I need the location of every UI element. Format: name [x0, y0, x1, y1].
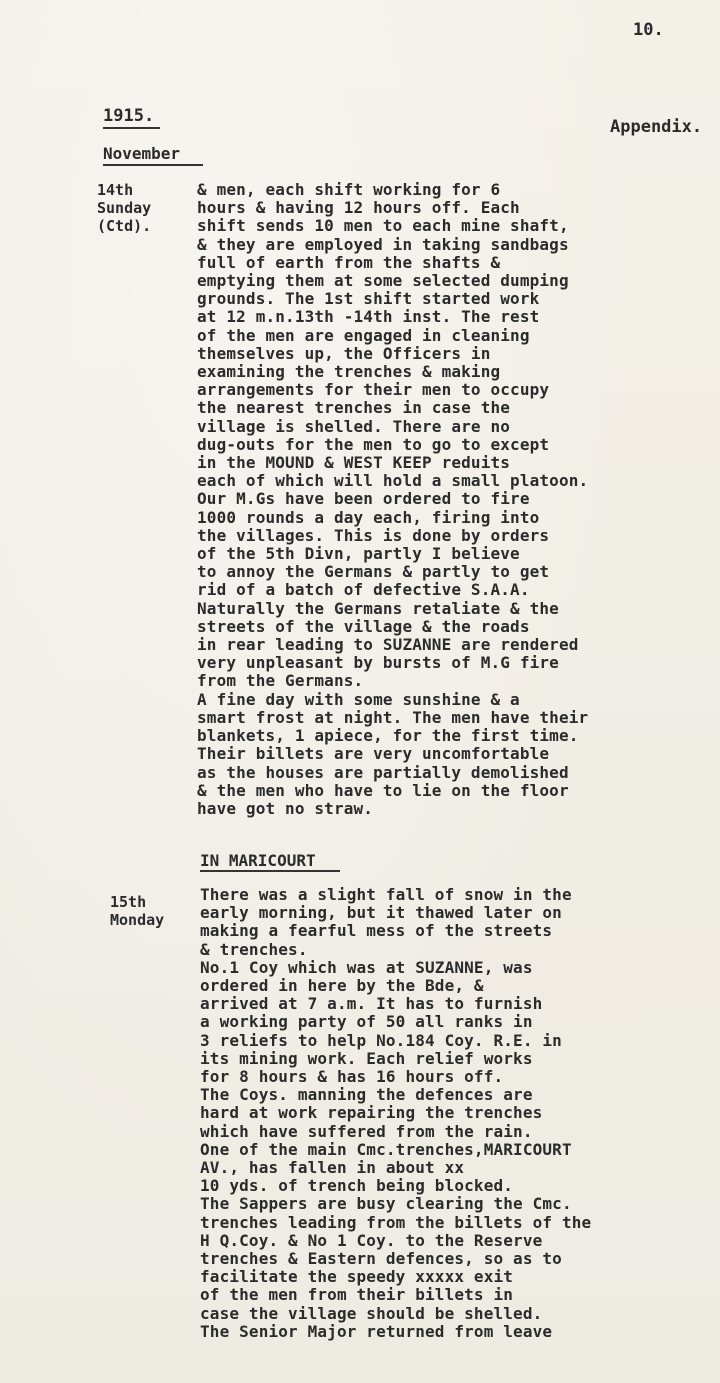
text-line: AV., has fallen in about xx	[200, 1158, 465, 1178]
text-line: & they are employed in taking sandbags	[197, 234, 569, 254]
text-line: The Coys. manning the defences are	[200, 1085, 533, 1105]
text-line: for 8 hours & has 16 hours off.	[200, 1067, 504, 1087]
text-line: at 12 m.n.13th -14th inst. The rest	[197, 307, 540, 327]
entry-text-14th	[197, 181, 588, 818]
text-line: & the men who have to lie on the floor	[197, 780, 569, 800]
text-line: 3 reliefs to help No.184 Coy. R.E. in	[200, 1030, 562, 1050]
text-line: case the village should be shelled.	[200, 1303, 543, 1323]
text-line: arrived at 7 a.m. It has to furnish	[200, 994, 543, 1014]
text-line: in the MOUND & WEST KEEP reduits	[197, 453, 511, 473]
entry-text-15th	[200, 886, 591, 1341]
text-line: from the Germans.	[197, 671, 364, 691]
text-line: & trenches.	[200, 939, 308, 959]
text-line: One of the main Cmc.trenches,MARICOURT	[200, 1139, 572, 1159]
text-line: grounds. The 1st shift started work	[197, 289, 540, 309]
text-line: There was a slight fall of snow in the	[200, 885, 572, 904]
text-line: a working party of 50 all ranks in	[200, 1012, 533, 1032]
text-line: smart frost at night. The men have their	[197, 707, 589, 727]
text-line: streets of the village & the roads	[197, 616, 530, 636]
text-line: which have suffered from the rain.	[200, 1121, 533, 1141]
text-line: its mining work. Each relief works	[200, 1048, 533, 1068]
text-line: each of which will hold a small platoon.	[197, 471, 589, 491]
text-line: arrangements for their men to occupy	[197, 380, 550, 400]
text-line: have got no straw.	[197, 798, 374, 818]
year-heading: 1915.	[103, 106, 155, 126]
text-line: of the 5th Divn, partly I believe	[197, 544, 520, 564]
text-line: the villages. This is done by orders	[197, 525, 550, 545]
text-line: ordered in here by the Bde, &	[200, 976, 484, 996]
year-underline	[103, 127, 160, 129]
text-line: 1000 rounds a day each, firing into	[197, 507, 540, 527]
appendix-label: Appendix.	[610, 117, 703, 137]
text-line: as the houses are partially demolished	[197, 762, 569, 782]
text-line: full of earth from the shafts &	[197, 252, 501, 272]
text-line: village is shelled. There are no	[197, 416, 511, 436]
month-underline	[103, 164, 203, 166]
text-line: early morning, but it thawed later on	[200, 903, 562, 923]
date-line: 14th	[97, 181, 134, 199]
text-line: to annoy the Germans & partly to get	[197, 562, 550, 582]
text-line: in rear leading to SUZANNE are rendered	[197, 635, 579, 655]
text-line: of the men from their billets in	[200, 1285, 514, 1305]
location-heading-underline	[200, 870, 340, 872]
text-line: A fine day with some sunshine & a	[197, 689, 520, 709]
text-line: No.1 Coy which was at SUZANNE, was	[200, 957, 533, 977]
month-heading: November	[103, 144, 181, 163]
text-line: Naturally the Germans retaliate & the	[197, 598, 559, 618]
entry-date-14th	[97, 181, 151, 235]
date-line: (Ctd).	[97, 217, 152, 235]
location-heading: IN MARICOURT	[200, 851, 316, 870]
date-line: 15th	[110, 893, 147, 911]
text-line: themselves up, the Officers in	[197, 343, 491, 363]
text-line: of the men are engaged in cleaning	[197, 325, 530, 345]
text-line: rid of a batch of defective S.A.A.	[197, 580, 530, 600]
text-line: very unpleasant by bursts of M.G fire	[197, 653, 559, 673]
text-line: The Sappers are busy clearing the Cmc.	[200, 1194, 572, 1214]
text-line: blankets, 1 apiece, for the first time.	[197, 726, 579, 746]
text-line: hours & having 12 hours off. Each	[197, 198, 520, 218]
text-line: dug-outs for the men to go to except	[197, 434, 550, 454]
text-line: trenches leading from the billets of the	[200, 1212, 592, 1232]
text-line: hard at work repairing the trenches	[200, 1103, 543, 1123]
text-line: 10 yds. of trench being blocked.	[200, 1176, 514, 1196]
page-number: 10.	[633, 20, 664, 40]
text-line: Their billets are very uncomfortable	[197, 744, 550, 764]
text-line: The Senior Major returned from leave	[200, 1321, 553, 1341]
text-line: shift sends 10 men to each mine shaft,	[197, 216, 569, 236]
text-line: emptying them at some selected dumping	[197, 271, 569, 291]
date-line: Monday	[110, 911, 165, 929]
date-line: Sunday	[97, 199, 152, 217]
entry-date-15th	[110, 893, 164, 929]
text-line: examining the trenches & making	[197, 362, 501, 382]
text-line: the nearest trenches in case the	[197, 398, 511, 418]
text-line: facilitate the speedy xxxxx exit	[200, 1267, 514, 1287]
text-line: making a fearful mess of the streets	[200, 921, 553, 941]
text-line: Our M.Gs have been ordered to fire	[197, 489, 530, 509]
text-line: trenches & Eastern defences, so as to	[200, 1249, 562, 1269]
text-line: & men, each shift working for 6	[197, 180, 501, 199]
text-line: H Q.Coy. & No 1 Coy. to the Reserve	[200, 1230, 543, 1250]
